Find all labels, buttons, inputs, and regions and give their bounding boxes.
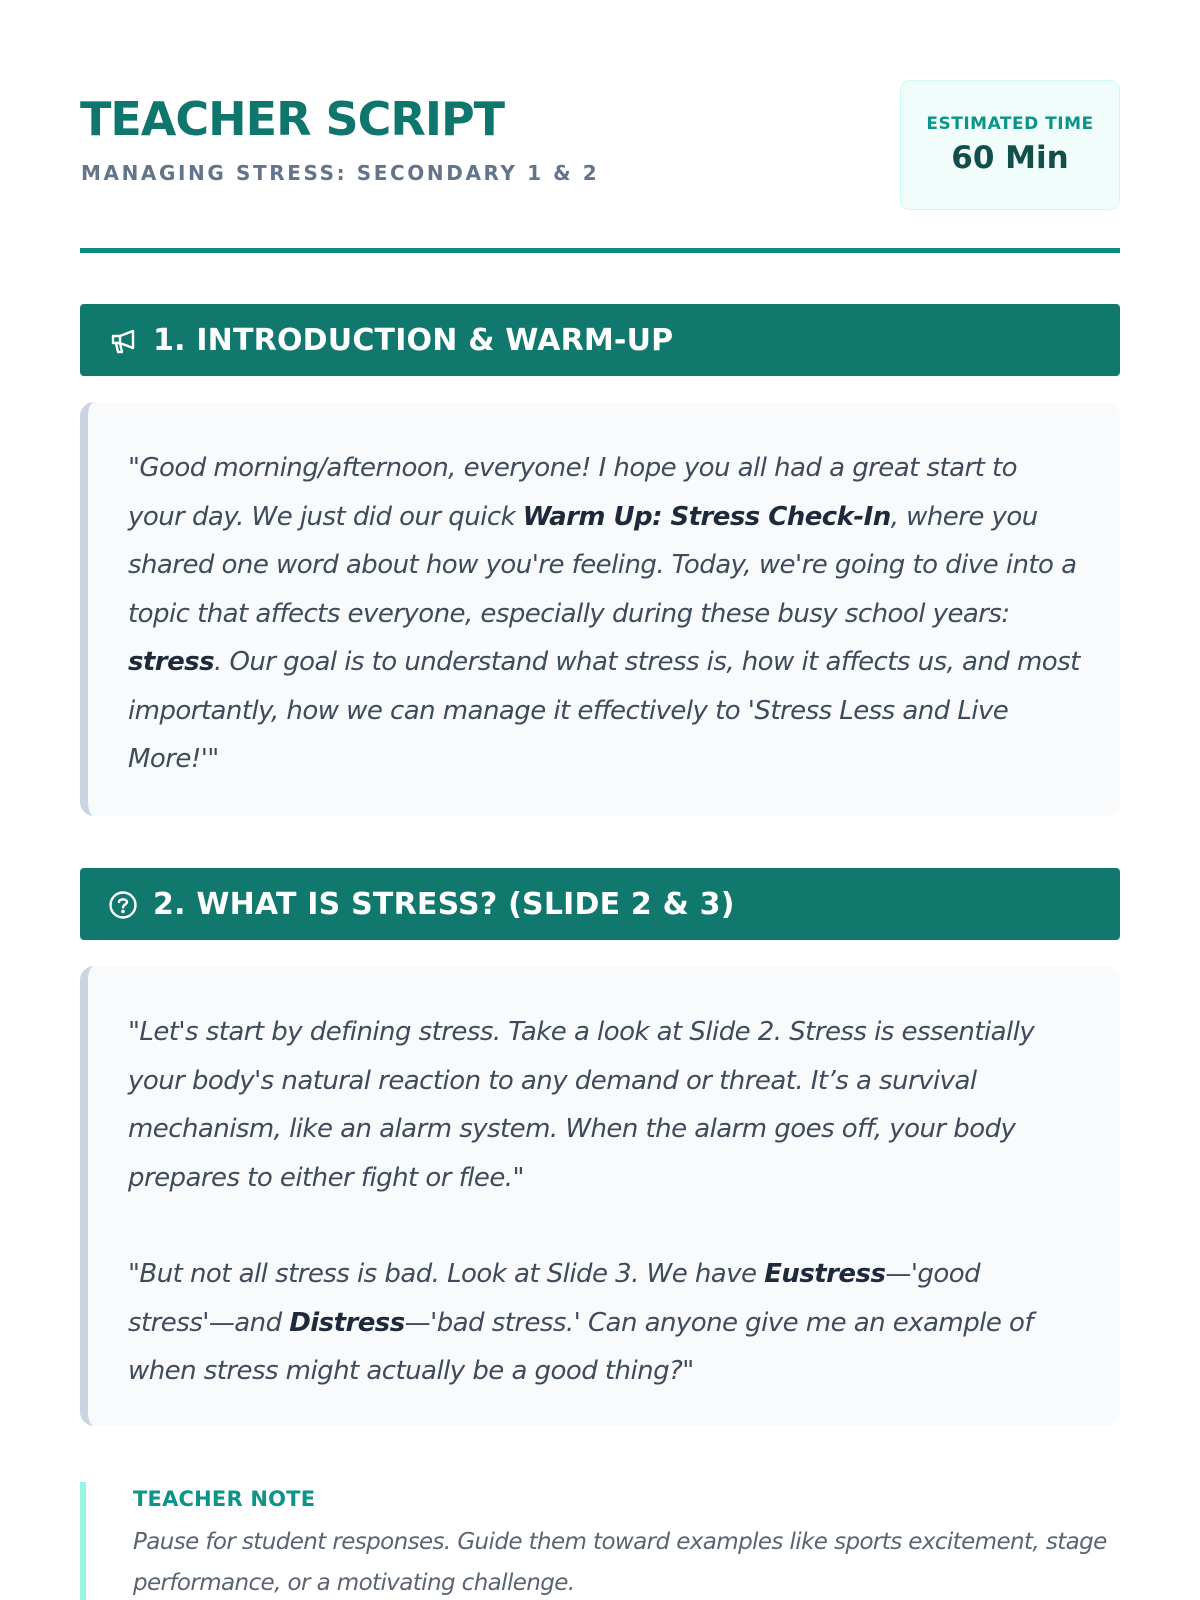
teacher-script-page [80, 0, 1120, 1596]
script-paragraph: "Let's start by defining stress. Take a look at Slide 2. Stress is essentially your body's natural reaction to any demand or threat. It’s a survival mechanism, like an alarm system. When the alarm goes off, your body prepares to either fight or flee." [128, 1017, 1035, 1193]
script-text: "Good morning/afternoon, everyone! I hope you all had a great start to your day. We just did our quick [128, 453, 1017, 532]
script-box-introduction [80, 402, 1120, 816]
script-emphasis: Warm Up: Stress Check-In [522, 501, 891, 532]
megaphone-icon [108, 326, 138, 356]
page-title: TEACHER SCRIPT [80, 92, 505, 146]
estimated-time-value: 60 Min [951, 140, 1069, 176]
page-subtitle: MANAGING STRESS: SECONDARY 1 & 2 [81, 161, 600, 185]
script-text: , where you shared one word about how you're feeling. Today, we're going to dive into a topic that affects everyone, especially during these busy school years: [128, 501, 1077, 629]
section-header-what-is-stress [80, 868, 1120, 940]
estimated-time-badge [900, 80, 1120, 210]
header-divider [80, 248, 1120, 253]
question-circle-icon [108, 890, 138, 920]
script-text: . Our goal is to understand what stress is, how it affects us, and most importantly, how we can manage it effectively to 'Stress Less and Live More!'" [128, 647, 1080, 774]
script-emphasis: Eustress [764, 1259, 886, 1289]
section-header-introduction [80, 304, 1120, 376]
script-emphasis: stress [128, 647, 215, 677]
script-text: "But not all stress is bad. Look at Slide 3. We have [128, 1259, 765, 1289]
estimated-time-label: ESTIMATED TIME [926, 114, 1094, 134]
teacher-note-text: Pause for student responses. Guide them toward examples like sports excitement, stage performance, or a motivating challenge. [133, 1529, 1107, 1596]
script-emphasis: Distress [289, 1307, 405, 1338]
teacher-note [80, 1482, 1120, 1600]
script-text: —'bad stress.' Can anyone give me an example of when stress might actually be a good thing?" [128, 1307, 1033, 1386]
script-paragraph [128, 444, 1080, 784]
section-title: 1. INTRODUCTION & WARM-UP [153, 323, 674, 358]
script-paragraph [128, 1250, 1080, 1396]
teacher-note-label: TEACHER NOTE [133, 1487, 316, 1511]
script-box-what-is-stress [80, 966, 1120, 1426]
section-title: 2. WHAT IS STRESS? (SLIDE 2 & 3) [153, 887, 735, 922]
script-text: —'good stress'—and [128, 1259, 981, 1338]
page-header [80, 0, 1120, 255]
